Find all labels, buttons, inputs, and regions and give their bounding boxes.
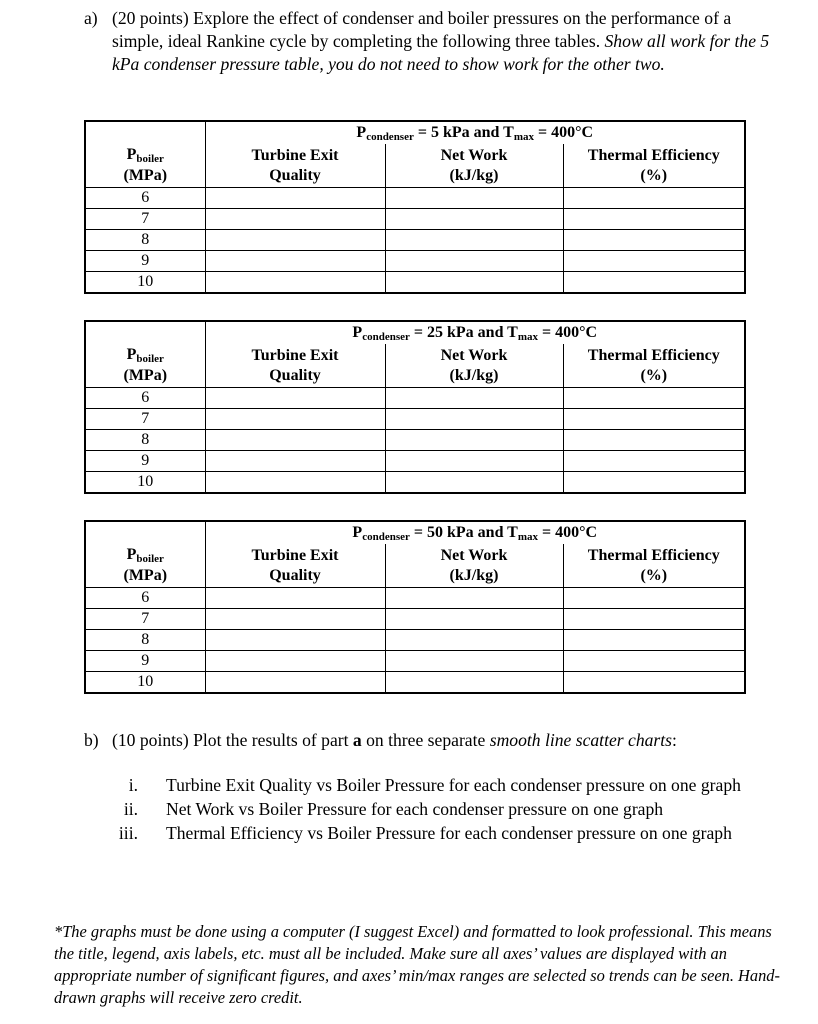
quality-cell[interactable] <box>205 388 385 409</box>
boiler-pressure-cell: 9 <box>85 651 205 672</box>
header-turbine-exit-quality: Turbine Exit Quality <box>205 144 385 188</box>
net-work-cell[interactable] <box>385 651 563 672</box>
results-table-50kpa <box>84 520 746 694</box>
net-work-cell[interactable] <box>385 230 563 251</box>
quality-cell[interactable] <box>205 472 385 494</box>
boiler-pressure-cell: 7 <box>85 609 205 630</box>
table-row <box>85 651 745 672</box>
boiler-pressure-cell: 8 <box>85 230 205 251</box>
quality-cell[interactable] <box>205 188 385 209</box>
boiler-pressure-cell: 8 <box>85 630 205 651</box>
net-work-cell[interactable] <box>385 472 563 494</box>
efficiency-cell[interactable] <box>563 230 745 251</box>
graph-requirements-note: *The graphs must be done using a computer (I suggest Excel) and formatted to look professional. This means the title, legend, axis labels, etc. must all be included. Make sure all axes’ values are displayed with an appropriate number of significant figures, and axes’ min/max ranges are selected so trends can be seen. Hand-drawn graphs will receive zero credit. <box>54 922 780 1007</box>
net-work-cell[interactable] <box>385 209 563 230</box>
table-title: Pcondenser = 25 kPa and Tmax = 400°C <box>205 321 745 344</box>
boiler-pressure-cell: 7 <box>85 209 205 230</box>
efficiency-cell[interactable] <box>563 472 745 494</box>
header-net-work: Net Work (kJ/kg) <box>385 144 563 188</box>
boiler-pressure-cell: 7 <box>85 409 205 430</box>
table-title: Pcondenser = 5 kPa and Tmax = 400°C <box>205 121 745 144</box>
quality-cell[interactable] <box>205 230 385 251</box>
net-work-cell[interactable] <box>385 430 563 451</box>
list-item: iii. Thermal Efficiency vs Boiler Pressure for each condenser pressure on one graph <box>118 823 732 843</box>
results-table-5kpa <box>84 120 746 294</box>
table-row <box>85 451 745 472</box>
quality-cell[interactable] <box>205 430 385 451</box>
quality-cell[interactable] <box>205 588 385 609</box>
efficiency-cell[interactable] <box>563 451 745 472</box>
table-title-row <box>85 521 745 544</box>
net-work-cell[interactable] <box>385 188 563 209</box>
efficiency-cell[interactable] <box>563 388 745 409</box>
quality-cell[interactable] <box>205 451 385 472</box>
table-header-row <box>85 344 745 388</box>
table-title-row <box>85 321 745 344</box>
table-row <box>85 609 745 630</box>
boiler-pressure-cell: 10 <box>85 472 205 494</box>
net-work-cell[interactable] <box>385 609 563 630</box>
header-thermal-efficiency: Thermal Efficiency (%) <box>563 544 745 588</box>
header-net-work: Net Work (kJ/kg) <box>385 544 563 588</box>
table-row <box>85 251 745 272</box>
boiler-pressure-cell: 10 <box>85 672 205 694</box>
table-row <box>85 188 745 209</box>
table-row <box>85 472 745 494</box>
list-item: ii. Net Work vs Boiler Pressure for each condenser pressure on one graph <box>123 799 664 819</box>
efficiency-cell[interactable] <box>563 209 745 230</box>
quality-cell[interactable] <box>205 409 385 430</box>
quality-cell[interactable] <box>205 609 385 630</box>
efficiency-cell[interactable] <box>563 409 745 430</box>
efficiency-cell[interactable] <box>563 609 745 630</box>
table-row <box>85 209 745 230</box>
quality-cell[interactable] <box>205 251 385 272</box>
boiler-pressure-cell: 8 <box>85 430 205 451</box>
part-a-label: a) <box>84 8 98 28</box>
header-turbine-exit-quality: Turbine Exit Quality <box>205 544 385 588</box>
table-row <box>85 430 745 451</box>
table-row <box>85 672 745 694</box>
net-work-cell[interactable] <box>385 388 563 409</box>
net-work-cell[interactable] <box>385 672 563 694</box>
table-row <box>85 630 745 651</box>
table-row <box>85 230 745 251</box>
header-thermal-efficiency: Thermal Efficiency (%) <box>563 144 745 188</box>
table-row <box>85 588 745 609</box>
quality-cell[interactable] <box>205 630 385 651</box>
boiler-pressure-cell: 6 <box>85 388 205 409</box>
net-work-cell[interactable] <box>385 588 563 609</box>
part-a-text-italic: Show all work for the 5 kPa condenser pressure table, you do not need to show work for the other two. <box>112 31 770 74</box>
efficiency-cell[interactable] <box>563 272 745 294</box>
net-work-cell[interactable] <box>385 272 563 294</box>
table-row <box>85 272 745 294</box>
header-boiler-pressure: Pboiler (MPa) <box>85 344 205 388</box>
header-net-work: Net Work (kJ/kg) <box>385 344 563 388</box>
efficiency-cell[interactable] <box>563 188 745 209</box>
part-a-text <box>112 7 782 76</box>
net-work-cell[interactable] <box>385 630 563 651</box>
boiler-pressure-cell: 9 <box>85 451 205 472</box>
part-b-text: (10 points) Plot the results of part a on three separate smooth line scatter charts: <box>112 730 677 750</box>
quality-cell[interactable] <box>205 672 385 694</box>
table-title-row <box>85 121 745 144</box>
header-turbine-exit-quality: Turbine Exit Quality <box>205 344 385 388</box>
chart-requirements-list <box>100 773 780 845</box>
efficiency-cell[interactable] <box>563 672 745 694</box>
quality-cell[interactable] <box>205 209 385 230</box>
part-b-label: b) <box>84 730 99 750</box>
quality-cell[interactable] <box>205 651 385 672</box>
efficiency-cell[interactable] <box>563 651 745 672</box>
efficiency-cell[interactable] <box>563 430 745 451</box>
efficiency-cell[interactable] <box>563 251 745 272</box>
table-row <box>85 409 745 430</box>
part-a-text-plain: (20 points) Explore the effect of condenser and boiler pressures on the performance of a simple, ideal Rankine cycle by completing the following three tables. <box>112 8 732 51</box>
boiler-pressure-cell: 6 <box>85 588 205 609</box>
net-work-cell[interactable] <box>385 409 563 430</box>
table-header-row <box>85 544 745 588</box>
header-boiler-pressure: Pboiler (MPa) <box>85 544 205 588</box>
list-item: i. Turbine Exit Quality vs Boiler Pressure for each condenser pressure on one graph <box>128 775 741 795</box>
boiler-pressure-cell: 9 <box>85 251 205 272</box>
table-row <box>85 388 745 409</box>
efficiency-cell[interactable] <box>563 588 745 609</box>
quality-cell[interactable] <box>205 272 385 294</box>
boiler-pressure-cell: 6 <box>85 188 205 209</box>
efficiency-cell[interactable] <box>563 630 745 651</box>
table-title: Pcondenser = 50 kPa and Tmax = 400°C <box>205 521 745 544</box>
header-thermal-efficiency: Thermal Efficiency (%) <box>563 344 745 388</box>
net-work-cell[interactable] <box>385 251 563 272</box>
net-work-cell[interactable] <box>385 451 563 472</box>
results-table-25kpa <box>84 320 746 494</box>
header-boiler-pressure: Pboiler (MPa) <box>85 144 205 188</box>
boiler-pressure-cell: 10 <box>85 272 205 294</box>
table-header-row <box>85 144 745 188</box>
